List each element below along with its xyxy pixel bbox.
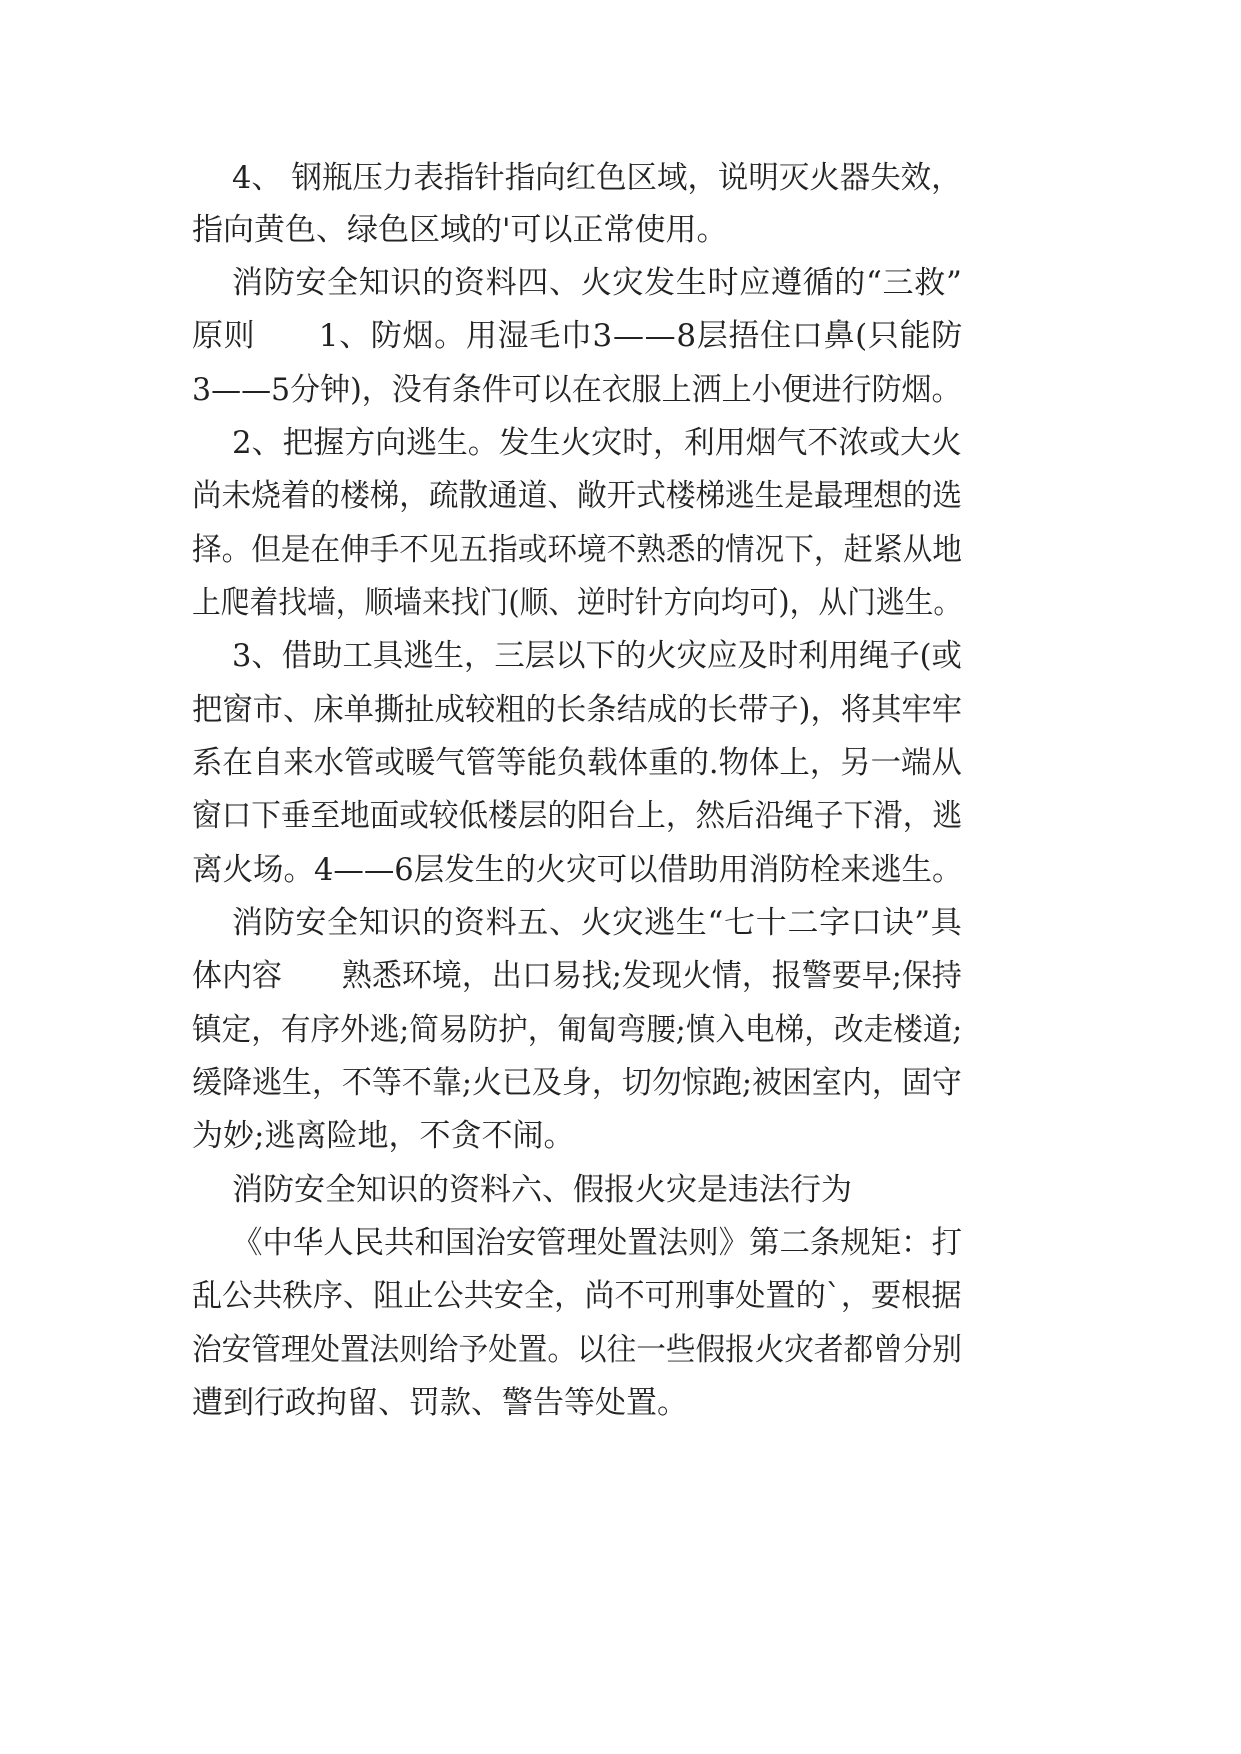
text-line: 缓降逃生，不等不靠;火已及身，切勿惊跑;被困室内，固守 xyxy=(192,1065,962,1101)
text-line: 镇定，有序外逃;简易防护，匍匐弯腰;慎入电梯，改走楼道; xyxy=(192,1012,963,1048)
text-line: 窗口下垂至地面或较低楼层的阳台上，然后沿绳子下滑，逃 xyxy=(192,798,962,834)
text-line: 《中华人民共和国治安管理处置法则》第二条规矩：打 xyxy=(232,1225,963,1261)
text-line: 乱公共秩序、阻止公共安全，尚不可刑事处置的`，要根据 xyxy=(192,1278,962,1314)
text-line: 消防安全知识的资料六、假报火灾是违法行为 xyxy=(232,1172,852,1208)
text-line: 2、把握方向逃生。发生火灾时，利用烟气不浓或大火 xyxy=(232,425,962,461)
text-line: 消防安全知识的资料四、火灾发生时应遵循的“三救” xyxy=(232,265,963,301)
text-line: 原则 1、防烟。用湿毛巾3——8层捂住口鼻(只能防 xyxy=(192,318,963,354)
text-line: 尚未烧着的楼梯，疏散通道、敞开式楼梯逃生是最理想的选 xyxy=(192,478,962,514)
text-line: 治安管理处置法则给予处置。以往一些假报火灾者都曾分别 xyxy=(192,1332,962,1368)
text-line: 3、借助工具逃生，三层以下的火灾应及时利用绳子(或 xyxy=(232,638,962,674)
text-line: 上爬着找墙，顺墙来找门(顺、逆时针方向均可)，从门逃生。 xyxy=(192,585,963,621)
text-line: 指向黄色、绿色区域的'可以正常使用。 xyxy=(192,212,728,248)
text-line: 择。但是在伸手不见五指或环境不熟悉的情况下，赶紧从地 xyxy=(192,532,962,568)
text-line: 3——5分钟)，没有条件可以在衣服上洒上小便进行防烟。 xyxy=(192,372,962,408)
text-line: 遭到行政拘留、罚款、警告等处置。 xyxy=(192,1385,688,1421)
text-line: 4、 钢瓶压力表指针指向红色区域，说明灭火器失效， xyxy=(232,160,962,196)
text-line: 为妙;逃离险地，不贪不闹。 xyxy=(192,1118,575,1154)
text-line: 离火场。4——6层发生的火灾可以借助用消防栓来逃生。 xyxy=(192,852,963,888)
text-line: 体内容 熟悉环境，出口易找;发现火情，报警要早;保持 xyxy=(192,958,962,994)
text-line: 系在自来水管或暖气管等能负载体重的.物体上，另一端从 xyxy=(192,745,962,781)
text-line: 把窗市、床单撕扯成较粗的长条结成的长带子)，将其牢牢 xyxy=(192,692,963,728)
text-line: 消防安全知识的资料五、火灾逃生“七十二字口诀”具 xyxy=(232,905,963,941)
